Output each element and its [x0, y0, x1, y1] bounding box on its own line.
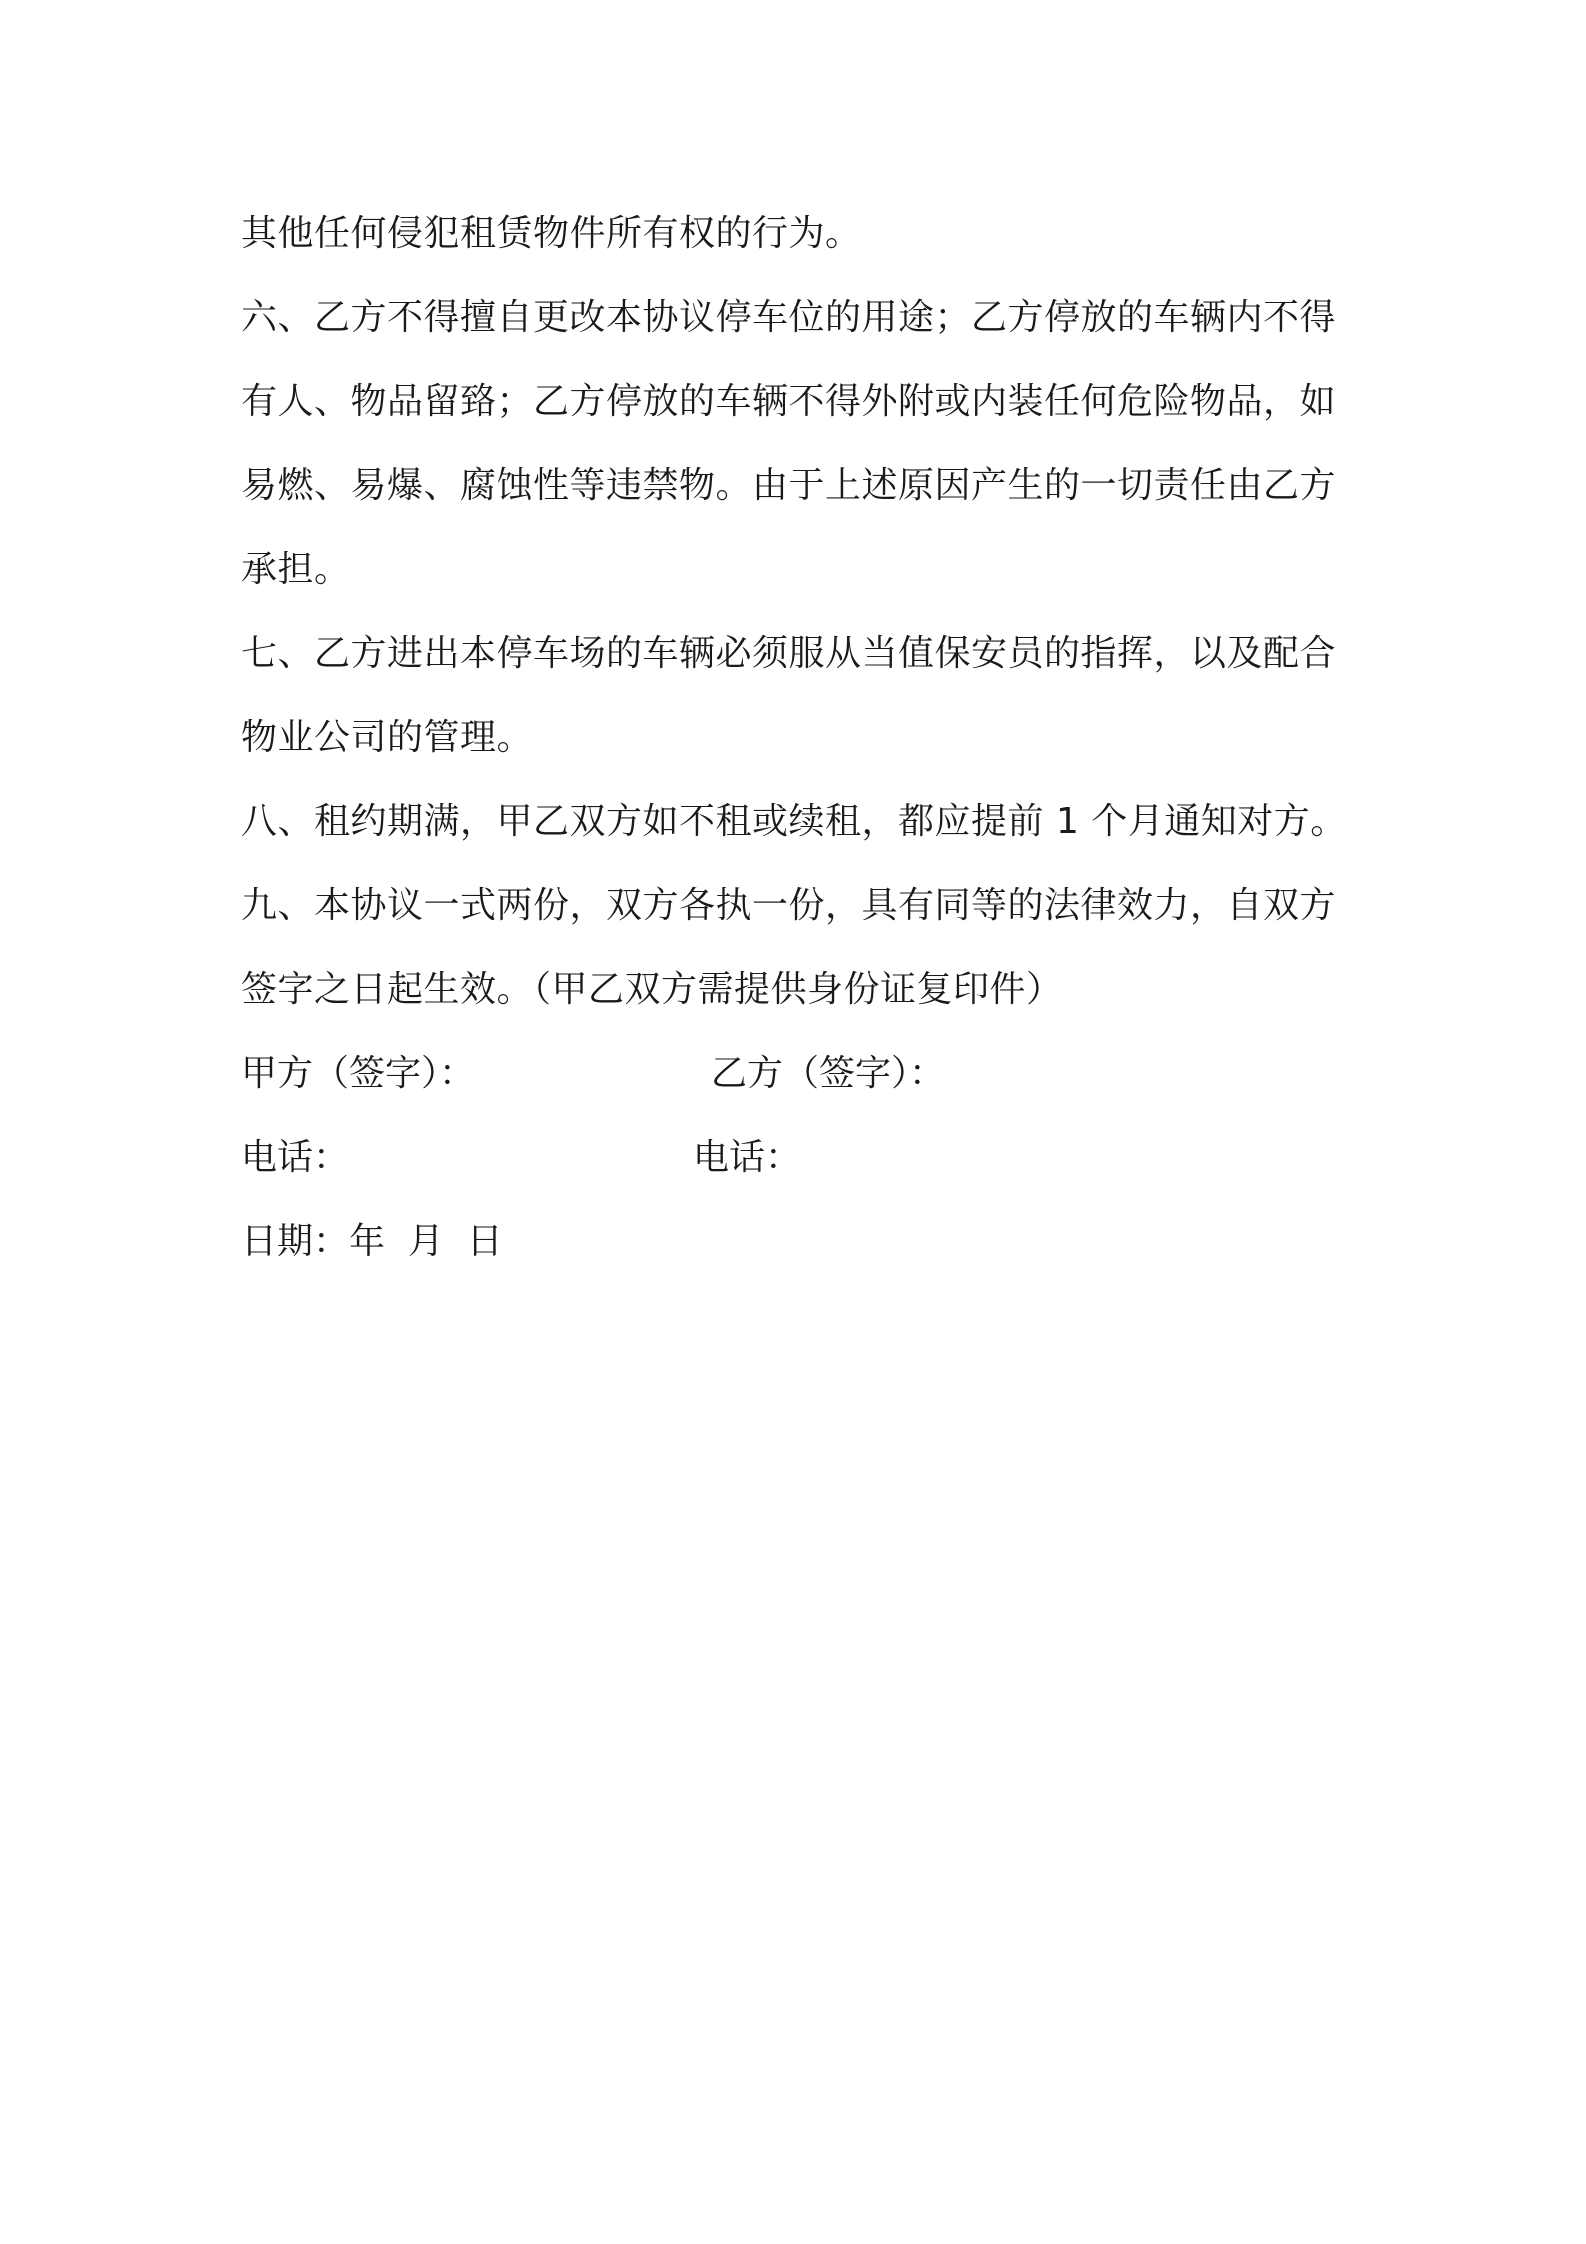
text-line: 易燃、易爆、腐蚀性等违禁物。由于上述原因产生的一切责任由乙方 [241, 465, 1337, 506]
signature-row [241, 1032, 1361, 1116]
party-b-signature-label: 乙方（签字）： [711, 1053, 946, 1094]
text-line: 九、本协议一式两份，双方各执一份，具有同等的法律效力，自双方 [241, 885, 1337, 926]
text-line: 七、乙方进出本停车场的车辆必须服从当值保安员的指挥，以及配合 [241, 633, 1337, 674]
party-b-phone-label: 电话： [693, 1137, 802, 1178]
text-line: 八、租约期满，甲乙双方如不租或续租，都应提前 1 个月通知对方。 [241, 801, 1347, 842]
party-a-phone-label: 电话： [241, 1137, 350, 1178]
clause-text [241, 192, 1361, 1032]
text-line: 六、乙方不得擅自更改本协议停车位的用途；乙方停放的车辆内不得 [241, 297, 1337, 338]
text-line: 签字之日起生效。（甲乙双方需提供身份证复印件） [241, 969, 1063, 1010]
party-a-signature-label: 甲方（签字）： [241, 1053, 476, 1094]
phone-row [241, 1116, 1361, 1200]
date-label: 日期：年 月 日 [241, 1221, 503, 1262]
text-line: 有人、物品留臵；乙方停放的车辆不得外附或内装任何危险物品，如 [241, 381, 1337, 422]
text-line: 物业公司的管理。 [241, 717, 534, 758]
document-body [241, 192, 1361, 1284]
text-line: 承担。 [241, 549, 351, 590]
date-row [241, 1200, 1361, 1284]
text-line: 其他任何侵犯租赁物件所有权的行为。 [241, 213, 862, 254]
